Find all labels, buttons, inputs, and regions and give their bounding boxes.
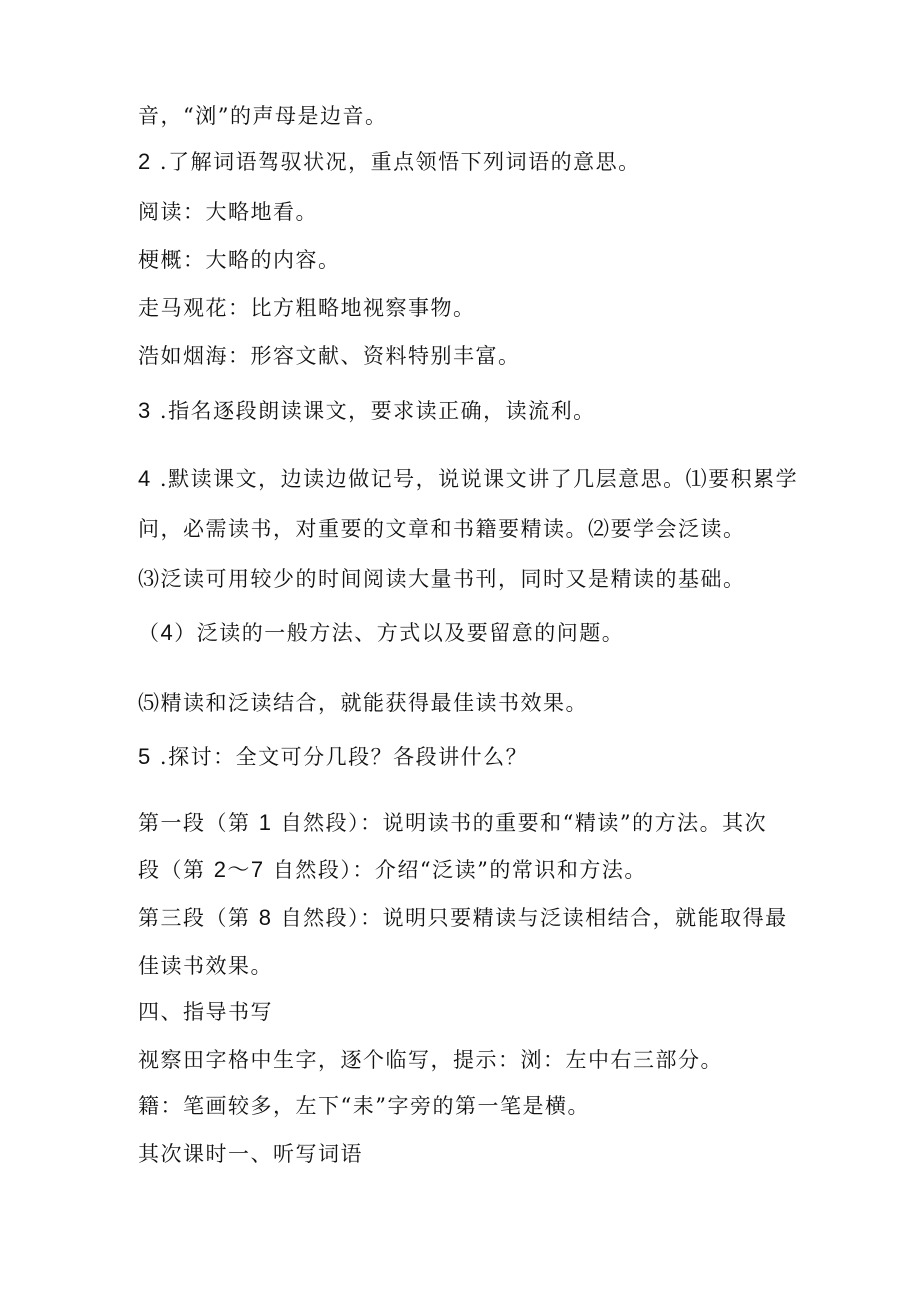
text-run: ⑸精读和泛读结合，就能获得最佳读书效果。 — [138, 691, 588, 715]
text-line — [138, 564, 746, 594]
text-run: .了解词语驾驭状况，重点领悟下列词语的意思。 — [151, 150, 641, 174]
text-run: 走马观花：比方粗略地视察事物。 — [138, 296, 476, 320]
text-line — [138, 147, 641, 177]
text-run: 浩如烟海：形容文献、资料特别丰富。 — [138, 344, 521, 368]
text-line — [138, 903, 788, 933]
text-line — [138, 997, 273, 1027]
number-text: 2～7 — [213, 857, 265, 882]
text-line — [138, 293, 476, 323]
text-run: 其次课时一、听写词语 — [138, 1142, 363, 1166]
text-run: 阅读：大略地看。 — [138, 200, 318, 224]
text-line — [138, 464, 798, 494]
text-line — [138, 742, 528, 772]
text-run: 四、指导书写 — [138, 1000, 273, 1024]
text-run: 段（第 — [138, 858, 214, 882]
text-line — [138, 618, 624, 648]
text-line — [138, 396, 596, 426]
number-text: 4 — [160, 620, 175, 645]
text-line — [138, 514, 746, 544]
text-run: 视察田字格中生字，逐个临写，提示：浏：左中右三部分。 — [138, 1048, 723, 1072]
text-line — [138, 101, 387, 131]
text-run: 第一段（第 — [138, 811, 259, 835]
text-run: 第三段（第 — [138, 906, 259, 930]
text-run: 籍：笔画较多，左下“耒”字旁的第一笔是横。 — [138, 1094, 590, 1118]
text-run: 自然段）：说明只要精读与泛读相结合，就能取得最 — [272, 906, 788, 930]
text-line — [138, 341, 521, 371]
text-run: ）泛读的一般方法、方式以及要留意的问题。 — [174, 621, 625, 645]
text-run: 佳读书效果。 — [138, 954, 273, 978]
number-text: 5 — [138, 744, 152, 769]
text-line — [138, 1139, 363, 1169]
text-line — [138, 197, 318, 227]
text-run: 自然段）：介绍“泛读”的常识和方法。 — [264, 858, 647, 882]
number-text: 1 — [258, 810, 273, 835]
text-run: .默读课文，边读边做记号，说说课文讲了几层意思。⑴要积累学 — [151, 467, 799, 491]
number-text: 8 — [258, 905, 273, 930]
text-run: 梗概：大略的内容。 — [138, 248, 341, 272]
text-run: 音，“浏”的声母是边音。 — [138, 104, 388, 128]
text-line — [138, 855, 647, 885]
text-run: 问，必需读书，对重要的文章和书籍要精读。⑵要学会泛读。 — [138, 517, 746, 541]
text-line — [138, 245, 341, 275]
text-line — [138, 1045, 723, 1075]
number-text: 2 — [138, 149, 152, 174]
text-run: .指名逐段朗读课文，要求读正确，读流利。 — [151, 399, 596, 423]
text-line — [138, 808, 767, 838]
text-run: 自然段）：说明读书的重要和“精读”的方法。其次 — [272, 811, 768, 835]
text-run: ⑶泛读可用较少的时间阅读大量书刊，同时又是精读的基础。 — [138, 567, 746, 591]
text-line — [138, 688, 588, 718]
number-text: 4 — [138, 466, 152, 491]
number-text: 3 — [138, 398, 152, 423]
text-line — [138, 1091, 590, 1121]
text-run: （ — [138, 621, 161, 645]
text-run: .探讨：全文可分几段？各段讲什么？ — [151, 745, 529, 769]
text-line — [138, 951, 273, 981]
